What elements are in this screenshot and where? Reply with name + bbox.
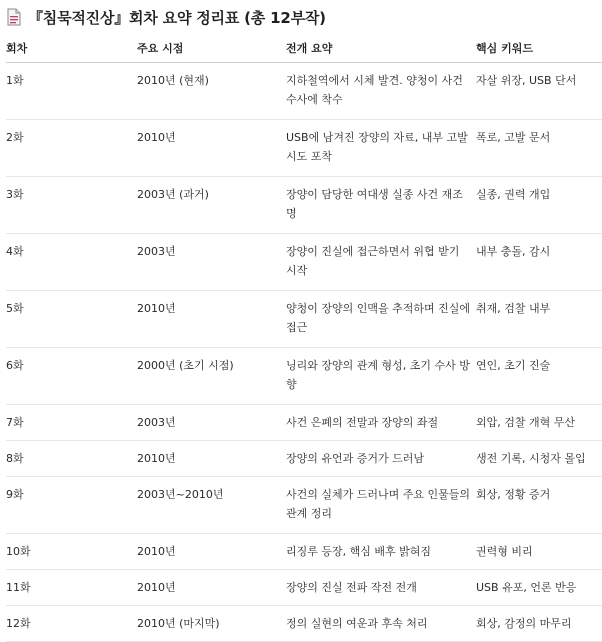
time-cell: 2010년 bbox=[137, 291, 286, 348]
time-cell: 2010년 (마지막) bbox=[137, 606, 286, 642]
title-row bbox=[6, 0, 602, 34]
summary-cell: 닝리와 장양의 관계 형성, 초기 수사 방향 bbox=[286, 348, 476, 405]
column-header-episode: 회차 bbox=[6, 34, 137, 63]
summary-cell: 정의 실현의 여운과 후속 처리 bbox=[286, 606, 476, 642]
summary-cell: 장양의 진실 전파 작전 전개 bbox=[286, 570, 476, 606]
summary-cell: 장양의 유언과 증거가 드러남 bbox=[286, 441, 476, 477]
episode-cell: 3화 bbox=[6, 177, 137, 234]
time-cell: 2010년 bbox=[137, 534, 286, 570]
summary-cell: 리징루 등장, 핵심 배후 밝혀짐 bbox=[286, 534, 476, 570]
episode-cell: 11화 bbox=[6, 570, 137, 606]
document-icon bbox=[6, 8, 22, 26]
keywords-cell: 자살 위장, USB 단서 bbox=[476, 63, 602, 120]
episode-cell: 6화 bbox=[6, 348, 137, 405]
summary-cell: 양청이 장양의 인맥을 추적하며 진실에 접근 bbox=[286, 291, 476, 348]
episode-cell: 9화 bbox=[6, 477, 137, 534]
time-cell: 2003년~2010년 bbox=[137, 477, 286, 534]
summary-cell: 장양이 진실에 접근하면서 위협 받기 시작 bbox=[286, 234, 476, 291]
table-header-row bbox=[6, 34, 602, 63]
time-cell: 2010년 bbox=[137, 570, 286, 606]
time-cell: 2000년 (초기 시점) bbox=[137, 348, 286, 405]
summary-cell: 지하철역에서 시체 발견. 양청이 사건 수사에 착수 bbox=[286, 63, 476, 120]
time-cell: 2010년 bbox=[137, 441, 286, 477]
time-cell: 2003년 (과거) bbox=[137, 177, 286, 234]
keywords-cell: 권력형 비리 bbox=[476, 534, 602, 570]
keywords-cell: 취재, 검찰 내부 bbox=[476, 291, 602, 348]
keywords-cell: 생전 기록, 시청자 몰입 bbox=[476, 441, 602, 477]
table-row bbox=[6, 63, 602, 120]
keywords-cell: 회상, 감정의 마무리 bbox=[476, 606, 602, 642]
episode-cell: 8화 bbox=[6, 441, 137, 477]
summary-cell: 사건의 실체가 드러나며 주요 인물들의 관계 정리 bbox=[286, 477, 476, 534]
episode-cell: 7화 bbox=[6, 405, 137, 441]
table-row bbox=[6, 291, 602, 348]
episode-cell: 12화 bbox=[6, 606, 137, 642]
time-cell: 2003년 bbox=[137, 405, 286, 441]
keywords-cell: 외압, 검찰 개혁 무산 bbox=[476, 405, 602, 441]
table-row bbox=[6, 177, 602, 234]
episode-cell: 10화 bbox=[6, 534, 137, 570]
table-row bbox=[6, 234, 602, 291]
time-cell: 2010년 bbox=[137, 120, 286, 177]
summary-cell: 사건 은폐의 전말과 장양의 좌절 bbox=[286, 405, 476, 441]
keywords-cell: 실종, 권력 개입 bbox=[476, 177, 602, 234]
summary-cell: USB에 남겨진 장양의 자료, 내부 고발 시도 포착 bbox=[286, 120, 476, 177]
table-row bbox=[6, 606, 602, 642]
table-row bbox=[6, 477, 602, 534]
episode-cell: 4화 bbox=[6, 234, 137, 291]
keywords-cell: 연인, 초기 진술 bbox=[476, 348, 602, 405]
episode-summary-table bbox=[6, 34, 602, 642]
table-row bbox=[6, 441, 602, 477]
table-row bbox=[6, 534, 602, 570]
episode-cell: 5화 bbox=[6, 291, 137, 348]
column-header-summary: 전개 요약 bbox=[286, 34, 476, 63]
keywords-cell: 내부 충돌, 감시 bbox=[476, 234, 602, 291]
episode-cell: 1화 bbox=[6, 63, 137, 120]
keywords-cell: 폭로, 고발 문서 bbox=[476, 120, 602, 177]
table-row bbox=[6, 570, 602, 606]
column-header-keywords: 핵심 키워드 bbox=[476, 34, 602, 63]
page-title: 『침묵적진상』회차 요약 정리표 (총 12부작) bbox=[28, 8, 326, 27]
summary-cell: 장양이 담당한 여대생 실종 사건 재조명 bbox=[286, 177, 476, 234]
time-cell: 2003년 bbox=[137, 234, 286, 291]
episode-cell: 2화 bbox=[6, 120, 137, 177]
time-cell: 2010년 (현재) bbox=[137, 63, 286, 120]
column-header-time: 주요 시점 bbox=[137, 34, 286, 63]
keywords-cell: 회상, 정황 증거 bbox=[476, 477, 602, 534]
table-row bbox=[6, 348, 602, 405]
keywords-cell: USB 유포, 언론 반응 bbox=[476, 570, 602, 606]
table-row bbox=[6, 405, 602, 441]
table-row bbox=[6, 120, 602, 177]
